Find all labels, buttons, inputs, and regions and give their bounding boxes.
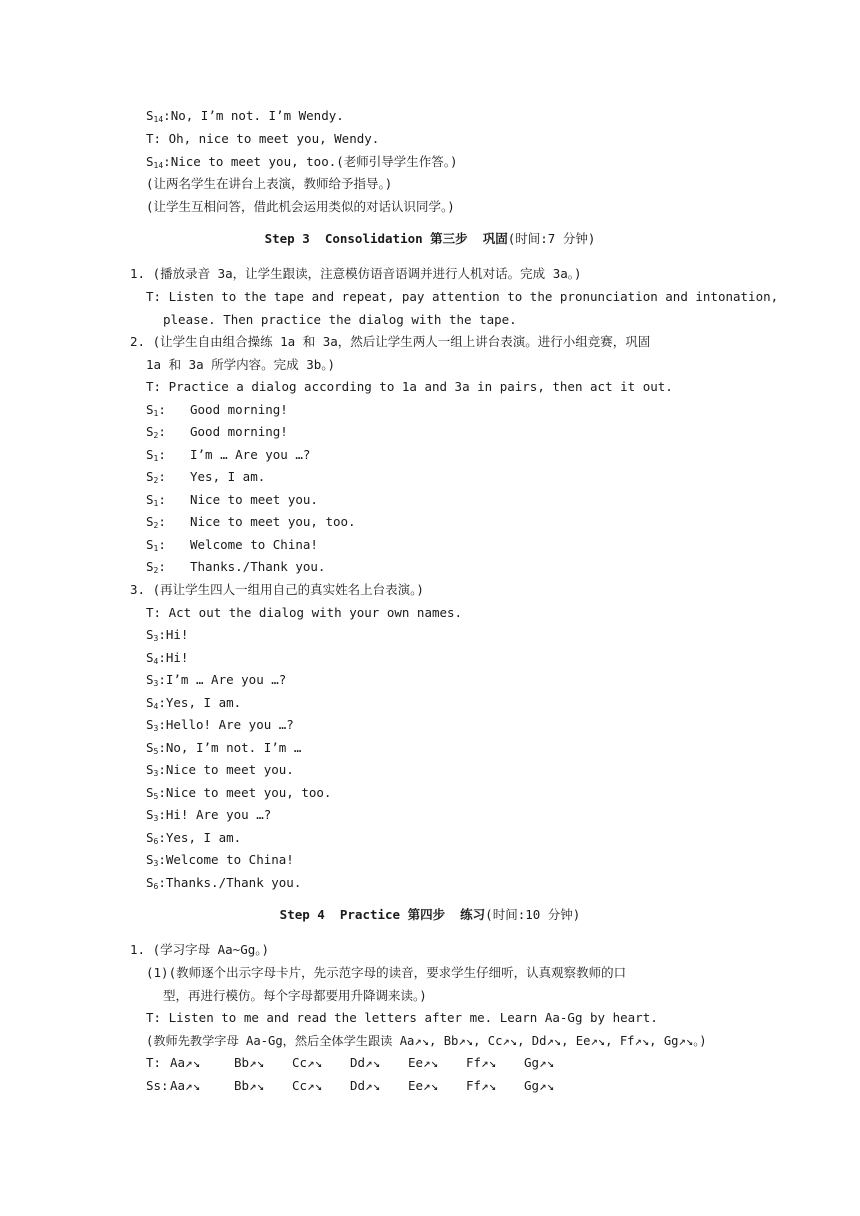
dialog-text: :Hi! Are you …? [158, 807, 272, 822]
speaker-label: $S_2$: [146, 514, 166, 530]
speaker-number: 2 [153, 431, 159, 440]
speaker-label: $S_1$: [146, 402, 166, 418]
teacher-line: T: Listen to the tape and repeat, pay attention to the pronunciation and intonation, [146, 289, 779, 304]
instruction-note: (教师先教学字母 Aa-Gg，然后全体学生跟读 Aa↗↘, Bb↗↘, Cc↗↘, Dd↗↘, Ee↗↘, Ff↗↘, Gg↗↘。) [146, 1034, 707, 1048]
speaker-number: 14 [153, 161, 164, 170]
dialog-line [146, 762, 294, 778]
speaker-label: $S_2$: [146, 469, 166, 485]
speaker-number: 14 [153, 115, 164, 124]
dialog-text: Nice to meet you, too. [190, 514, 356, 529]
letter-item: Aa↗↘ [170, 1055, 201, 1070]
dialog-line [146, 537, 318, 553]
speaker-number: 1 [153, 409, 159, 418]
speaker-label: S [146, 650, 154, 665]
activity-item: 1. (学习字母 Aa~Gg。) [130, 942, 270, 957]
dialog-line [146, 875, 301, 891]
section-heading [0, 907, 860, 923]
speaker-number: 1 [153, 499, 159, 508]
dialog-text: :Nice to meet you, too.(老师引导学生作答。) [163, 154, 458, 169]
speaker-label: S [146, 154, 154, 169]
speaker-label: S [146, 785, 154, 800]
letter-item: Ff↗↘ [466, 1055, 497, 1070]
letter-item: Gg↗↘ [524, 1078, 555, 1093]
dialog-line [146, 469, 265, 485]
speaker-number: 3 [153, 724, 159, 733]
students-letters-label: Ss: [146, 1078, 169, 1093]
dialog-text: :I’m … Are you …? [158, 672, 287, 687]
dialog-text: :No, I’m not. I’m Wendy. [163, 108, 344, 123]
speaker-number: 3 [153, 634, 159, 643]
speaker-number: 4 [153, 702, 159, 711]
speaker-label: S [146, 695, 154, 710]
dialog-text: :Yes, I am. [158, 695, 242, 710]
dialog-text: :Welcome to China! [158, 852, 294, 867]
dialog-text: :Yes, I am. [158, 830, 242, 845]
speaker-label: S [146, 627, 154, 642]
dialog-line [146, 627, 188, 643]
speaker-number: 1 [153, 454, 159, 463]
letter-item: Gg↗↘ [524, 1055, 555, 1070]
speaker-number: 2 [153, 476, 159, 485]
speaker-number: 3 [153, 859, 159, 868]
teacher-line: please. Then practice the dialog with the tape. [163, 312, 517, 327]
dialog-text: :Thanks./Thank you. [158, 875, 302, 890]
activity-subitem: 型，再进行模仿。每个字母都要用升降调来读。) [163, 988, 427, 1003]
teacher-line: T: Practice a dialog according to 1a and 3a in pairs, then act it out. [146, 379, 673, 394]
activity-item: 2. (让学生自由组合操练 1a 和 3a，然后让学生两人一组上讲台表演。进行小组竞赛，巩固 [130, 334, 651, 349]
dialog-line [146, 785, 331, 801]
dialog-text: Thanks./Thank you. [190, 559, 326, 574]
letter-item: Dd↗↘ [350, 1055, 381, 1070]
speaker-label: S [146, 740, 154, 755]
dialog-line [146, 402, 288, 418]
speaker-number: 2 [153, 521, 159, 530]
dialog-line [146, 424, 288, 440]
speaker-label: S [146, 830, 154, 845]
speaker-label: $S_1$: [146, 447, 166, 463]
letter-item: Cc↗↘ [292, 1078, 323, 1093]
letter-item: Aa↗↘ [170, 1078, 201, 1093]
dialog-line [146, 447, 310, 463]
speaker-number: 4 [153, 657, 159, 666]
teacher-line: T: Act out the dialog with your own names. [146, 605, 463, 620]
section-heading-time: (时间:7 分钟) [507, 231, 596, 246]
section-heading [0, 231, 860, 247]
speaker-label: S [146, 717, 154, 732]
instruction-note: (让学生互相问答，借此机会运用类似的对话认识同学。) [146, 199, 455, 214]
dialog-line [146, 559, 325, 575]
speaker-label: S [146, 762, 154, 777]
speaker-number: 5 [153, 792, 159, 801]
section-heading-title: Step 3 Consolidation 第三步 巩固 [264, 231, 508, 246]
speaker-number: 5 [153, 747, 159, 756]
activity-item: 1. (播放录音 3a，让学生跟读，注意模仿语音语调并进行人机对话。完成 3a。) [130, 266, 582, 281]
speaker-label: $S_1$: [146, 492, 166, 508]
dialog-line [146, 852, 294, 868]
speaker-number: 6 [153, 837, 159, 846]
dialog-text: I’m … Are you …? [190, 447, 311, 462]
speaker-number: 1 [153, 544, 159, 553]
speaker-number: 3 [153, 769, 159, 778]
dialog-text: :Nice to meet you, too. [158, 785, 332, 800]
speaker-label: S [146, 875, 154, 890]
dialog-text: :Hi! [158, 650, 189, 665]
letter-item: Bb↗↘ [234, 1078, 265, 1093]
speaker-number: 6 [153, 882, 159, 891]
dialog-text: Good morning! [190, 424, 288, 439]
speaker-label: $S_1$: [146, 537, 166, 553]
teacher-letters-label: T: [146, 1055, 169, 1070]
teacher-line: T: Oh, nice to meet you, Wendy. [146, 131, 380, 146]
dialog-text: Nice to meet you. [190, 492, 318, 507]
section-heading-time: (时间:10 分钟) [485, 907, 581, 922]
dialog-text: :No, I’m not. I’m … [158, 740, 302, 755]
dialog-text: Good morning! [190, 402, 288, 417]
dialog-line [146, 650, 188, 666]
letter-item: Bb↗↘ [234, 1055, 265, 1070]
dialog-text: :Nice to meet you. [158, 762, 294, 777]
letter-item: Ee↗↘ [408, 1078, 439, 1093]
activity-subitem: (1)(教师逐个出示字母卡片，先示范字母的读音，要求学生仔细听，认真观察教师的口 [146, 965, 627, 980]
speaker-label: S [146, 108, 154, 123]
speaker-number: 2 [153, 566, 159, 575]
activity-item: 1a 和 3a 所学内容。完成 3b。) [146, 357, 336, 372]
teacher-line: T: Listen to me and read the letters after me. Learn Aa-Gg by heart. [146, 1010, 658, 1025]
activity-item: 3. (再让学生四人一组用自己的真实姓名上台表演。) [130, 582, 424, 597]
dialog-text: Yes, I am. [190, 469, 266, 484]
speaker-label: S [146, 807, 154, 822]
letter-item: Ee↗↘ [408, 1055, 439, 1070]
dialog-line [146, 492, 318, 508]
dialog-line [146, 807, 271, 823]
dialog-text: Welcome to China! [190, 537, 318, 552]
letter-item: Ff↗↘ [466, 1078, 497, 1093]
speaker-label: S [146, 672, 154, 687]
dialog-line [146, 108, 344, 124]
dialog-line [146, 514, 356, 530]
speaker-number: 3 [153, 814, 159, 823]
speaker-label: $S_2$: [146, 559, 166, 575]
speaker-number: 3 [153, 679, 159, 688]
section-heading-title: Step 4 Practice 第四步 练习 [279, 907, 486, 922]
speaker-label: S [146, 852, 154, 867]
dialog-line [146, 154, 458, 170]
dialog-text: :Hello! Are you …? [158, 717, 294, 732]
speaker-label: $S_2$: [146, 424, 166, 440]
dialog-text: :Hi! [158, 627, 189, 642]
dialog-line [146, 740, 301, 756]
dialog-line [146, 672, 286, 688]
letter-item: Dd↗↘ [350, 1078, 381, 1093]
dialog-line [146, 830, 241, 846]
letter-item: Cc↗↘ [292, 1055, 323, 1070]
instruction-note: (让两名学生在讲台上表演，教师给予指导。) [146, 176, 393, 191]
dialog-line [146, 695, 241, 711]
dialog-line [146, 717, 294, 733]
